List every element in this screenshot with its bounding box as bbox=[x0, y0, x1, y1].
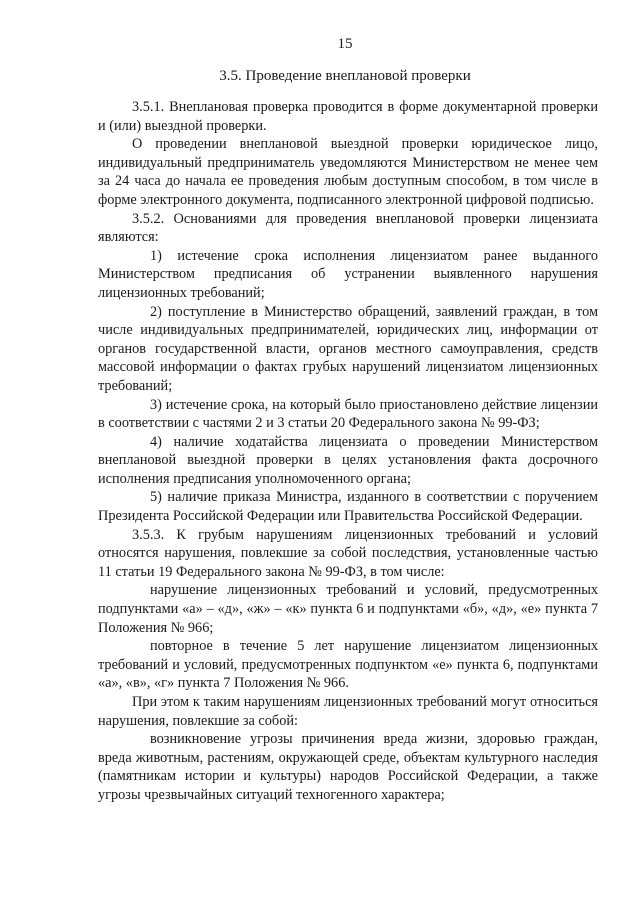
paragraph-3-5-1: 3.5.1. Внеплановая проверка проводится в форме документарной проверки и (или) выездной проверки. bbox=[98, 99, 598, 134]
section-title: 3.5. Проведение внеплановой проверки bbox=[219, 68, 471, 84]
page-number: 15 bbox=[337, 36, 353, 52]
violation-item-1: нарушение лицензионных требований и условий, предусмотренных подпунктами «а» – «д», «ж» – «к» пункта 6 и подпунктами «б», «д», «е» пункта 7 Положения № 966; bbox=[98, 582, 598, 636]
paragraph-consequences-intro: При этом к таким нарушениям лицензионных требований могут относиться нарушения, повлекшие за собой: bbox=[98, 694, 598, 729]
list-item-2: 2) поступление в Министерство обращений, заявлений граждан, в том числе индивидуальных предпринимателей, юридических лиц, информации от органов государственной власти, органов местного самоуправления, средств массовой информации о фактах грубых нарушений лицензиатом лицензионных требований; bbox=[98, 303, 598, 394]
list-item-3: 3) истечение срока, на который было приостановлено действие лицензии в соответствии с частями 2 и 3 статьи 20 Федерального закона № 99-ФЗ; bbox=[98, 396, 598, 432]
list-item-1: 1) истечение срока исполнения лицензиатом ранее выданного Министерством предписания об устранении выявленного нарушения лицензионных требований; bbox=[98, 247, 598, 301]
paragraph-notification: О проведении внеплановой выездной проверки юридическое лицо, индивидуальный предприниматель уведомляются Министерством не менее чем за 24 часа до начала ее проведения любым доступным способом, в том числе в форме электронного документа, подписанного электронной цифровой подписью. bbox=[98, 136, 598, 208]
paragraph-3-5-3: 3.5.3. К грубым нарушениям лицензионных требований и условий относятся нарушения, повлекшие за собой последствия, установленные частью 11 статьи 19 Федерального закона № 99-ФЗ, в том числе: bbox=[98, 526, 598, 580]
list-item-4: 4) наличие ходатайства лицензиата о проведении Министерством внеплановой выездной проверки в целях установления факта досрочного исполнения предписания уполномоченного органа; bbox=[98, 433, 598, 487]
consequence-item-1: возникновение угрозы причинения вреда жизни, здоровью граждан, вреда животным, растениям, окружающей среде, объектам культурного наследия (памятникам истории и культуры) народов Российской Федерации, а также угрозы чрезвычайных ситуаций техногенного характера; bbox=[98, 731, 598, 803]
body-text bbox=[98, 98, 598, 805]
violation-item-2: повторное в течение 5 лет нарушение лицензиатом лицензионных требований и условий, предусмотренных подпунктом «е» пункта 6, подпунктами «а», «в», «г» пункта 7 Положения № 966. bbox=[98, 638, 598, 692]
list-item-5: 5) наличие приказа Министра, изданного в соответствии с поручением Президента Российской Федерации или Правительства Российской Федерации. bbox=[98, 489, 598, 525]
paragraph-3-5-2: 3.5.2. Основаниями для проведения внеплановой проверки лицензиата являются: bbox=[98, 210, 598, 246]
